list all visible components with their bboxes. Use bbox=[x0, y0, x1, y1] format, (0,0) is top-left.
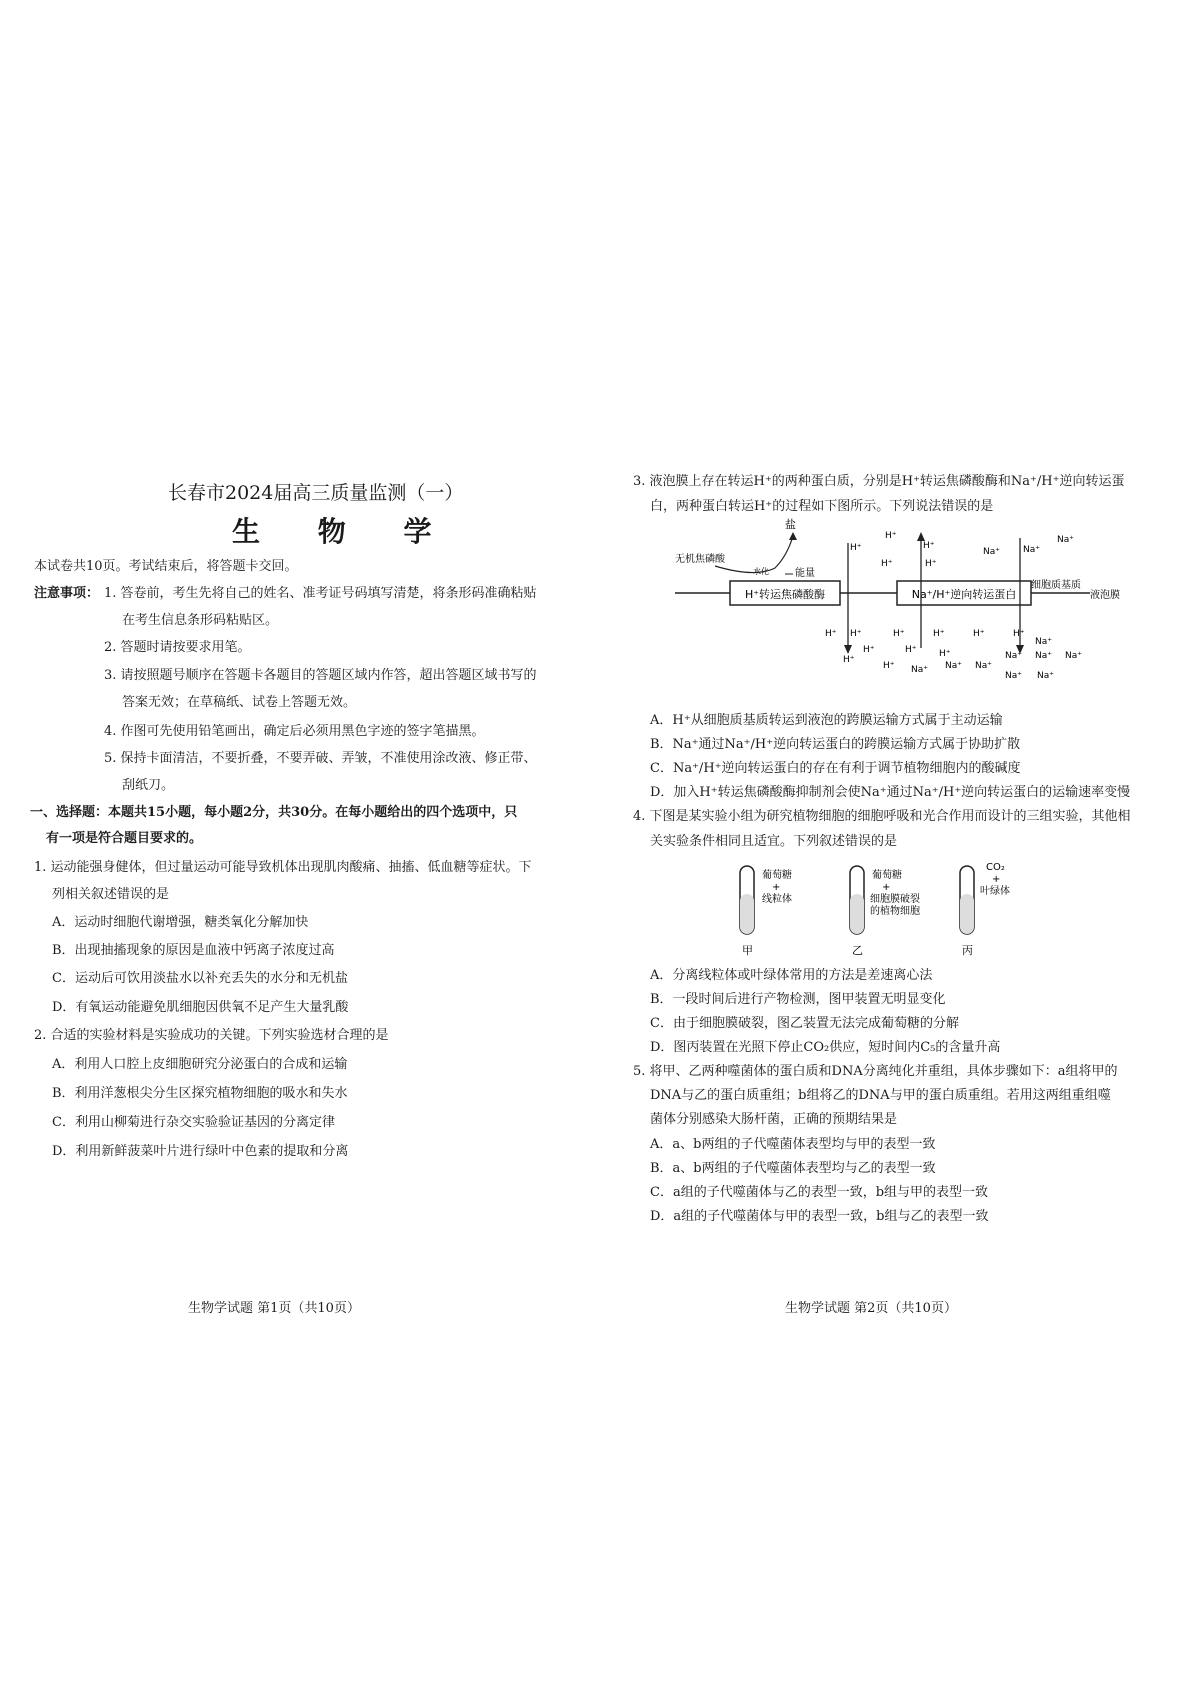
ion-h: H⁺ bbox=[825, 629, 837, 639]
q4-option-a: A．分离线粒体或叶绿体常用的方法是差速离心法 bbox=[650, 968, 933, 983]
tube-jia-label: 甲 bbox=[742, 944, 753, 957]
q5-option-a: A．a、b两组的子代噬菌体表型均与甲的表型一致 bbox=[650, 1137, 936, 1152]
matrix-label: 细胞质基质 bbox=[1031, 580, 1081, 591]
energy-label: 能量 bbox=[795, 568, 815, 579]
tube-bing-content: CO₂ bbox=[986, 862, 1005, 873]
pump-h-arrowhead bbox=[844, 645, 852, 654]
ion-na: Na⁺ bbox=[983, 547, 1000, 557]
membrane-label: 液泡膜 bbox=[1090, 590, 1120, 601]
ion-h: H⁺ bbox=[933, 629, 945, 639]
ion-na: Na⁺ bbox=[975, 661, 992, 671]
q1-stem-line-1: 1. 运动能强身健体，但过量运动可能导致机体出现肌肉酸痛、抽搐、低血糖等症状。下 bbox=[34, 860, 532, 875]
q1-option-a: A．运动时细胞代谢增强，糖类氧化分解加快 bbox=[52, 915, 309, 930]
tube-jia bbox=[740, 866, 792, 957]
tube-bing-label: 丙 bbox=[962, 944, 973, 957]
q5-option-d: D．a组的子代噬菌体与甲的表型一致，b组与乙的表型一致 bbox=[650, 1209, 989, 1224]
ppi-arrowhead bbox=[789, 532, 797, 540]
ion-h: H⁺ bbox=[850, 543, 862, 553]
tube-yi-content: 的植物细胞 bbox=[870, 906, 920, 917]
ion-h: H⁺ bbox=[973, 629, 985, 639]
q5-option-c: C．a组的子代噬菌体与乙的表型一致，b组与甲的表型一致 bbox=[650, 1185, 989, 1200]
ion-h: H⁺ bbox=[850, 629, 862, 639]
antiporter-h-arrowhead bbox=[917, 532, 925, 541]
q4-stem-line-1: 4. 下图是某实验小组为研究植物细胞的细胞呼吸和光合作用而设计的三组实验，其他相 bbox=[633, 809, 1131, 824]
proton-pump-label: H⁺转运焦磷酸酶 bbox=[744, 588, 826, 601]
hydrolysis-label: 水化 bbox=[753, 567, 769, 576]
ion-na: Na⁺ bbox=[1005, 651, 1022, 661]
tube-jia-content: 线粒体 bbox=[762, 894, 792, 905]
q3-stem-line-1: 3. 液泡膜上存在转运H⁺的两种蛋白质，分别是H⁺转运焦磷酸酶和Na⁺/H⁺逆向转运蛋 bbox=[633, 474, 1125, 489]
exam-page-2 bbox=[600, 0, 1200, 1698]
q5-stem-line-3: 菌体分别感染大肠杆菌，正确的预期结果是 bbox=[650, 1112, 898, 1127]
q3-stem-line-2: 白，两种蛋白转运H⁺的过程如下图所示。下列说法错误的是 bbox=[650, 499, 994, 514]
ion-h: H⁺ bbox=[939, 649, 951, 659]
ion-h: H⁺ bbox=[925, 559, 937, 569]
tube-jia-content: 葡萄糖 bbox=[762, 870, 792, 881]
notice-2: 2. 答题时请按要求用笔。 bbox=[104, 640, 251, 655]
q1-option-b: B．出现抽搐现象的原因是血液中钙离子浓度过高 bbox=[52, 943, 335, 958]
intro-text: 本试卷共10页。考试结束后，将答题卡交回。 bbox=[34, 559, 298, 574]
test-tubes-figure bbox=[730, 858, 1060, 958]
tube-yi bbox=[850, 866, 920, 957]
section-header-line-1: 一、选择题：本题共15小题，每小题2分，共30分。在每小题给出的四个选项中，只 bbox=[30, 805, 518, 820]
q2-option-a: A．利用人口腔上皮细胞研究分泌蛋白的合成和运输 bbox=[52, 1057, 348, 1072]
q3-option-d: D．加入H⁺转运焦磷酸酶抑制剂会使Na⁺通过Na⁺/H⁺逆向转运蛋白的运输速率变慢 bbox=[650, 785, 1131, 800]
ion-h: H⁺ bbox=[883, 661, 895, 671]
salt-label: 盐 bbox=[785, 518, 796, 531]
ion-na: Na⁺ bbox=[1057, 535, 1074, 545]
ion-h: H⁺ bbox=[881, 559, 893, 569]
tube-yi-content: 葡萄糖 bbox=[872, 870, 902, 881]
q2-option-b: B．利用洋葱根尖分生区探究植物细胞的吸水和失水 bbox=[52, 1086, 348, 1101]
page-footer: 生物学试题 第2页（共10页） bbox=[785, 1301, 957, 1316]
tube-bing-plus: + bbox=[992, 874, 1001, 885]
tube-yi-content: 细胞膜破裂 bbox=[870, 894, 920, 905]
q2-option-d: D．利用新鲜菠菜叶片进行绿叶中色素的提取和分离 bbox=[52, 1144, 349, 1159]
ion-h: H⁺ bbox=[1013, 629, 1025, 639]
ion-na: Na⁺ bbox=[945, 661, 962, 671]
ion-na: Na⁺ bbox=[1023, 545, 1040, 555]
notice-5-line-1: 5. 保持卡面清洁，不要折叠，不要弄破、弄皱，不准使用涂改液、修正带、 bbox=[104, 751, 537, 766]
q5-stem-line-1: 5. 将甲、乙两种噬菌体的蛋白质和DNA分离纯化并重组，具体步骤如下：a组将甲的 bbox=[633, 1064, 1118, 1079]
ion-na: Na⁺ bbox=[1005, 671, 1022, 681]
q4-option-c: C．由于细胞膜破裂，图乙装置无法完成葡萄糖的分解 bbox=[650, 1016, 959, 1031]
q5-option-b: B．a、b两组的子代噬菌体表型均与乙的表型一致 bbox=[650, 1161, 936, 1176]
tube-yi-liquid bbox=[850, 894, 864, 934]
q2-stem: 2. 合适的实验材料是实验成功的关键。下列实验选材合理的是 bbox=[34, 1028, 389, 1043]
q4-option-d: D．图丙装置在光照下停止CO₂供应，短时间内C₅的含量升高 bbox=[650, 1040, 1001, 1055]
q3-option-b: B．Na⁺通过Na⁺/H⁺逆向转运蛋白的跨膜运输方式属于协助扩散 bbox=[650, 737, 1021, 752]
ion-na: Na⁺ bbox=[1035, 637, 1052, 647]
tube-yi-label: 乙 bbox=[852, 944, 863, 957]
q1-option-c: C．运动后可饮用淡盐水以补充丢失的水分和无机盐 bbox=[52, 971, 348, 986]
q4-stem-line-2: 关实验条件相同且适宜。下列叙述错误的是 bbox=[650, 834, 898, 849]
q4-option-b: B．一段时间后进行产物检测，图甲装置无明显变化 bbox=[650, 992, 946, 1007]
ion-h: H⁺ bbox=[905, 645, 917, 655]
subject-title: 生 物 学 bbox=[232, 515, 456, 548]
notice-3-line-1: 3. 请按照题号顺序在答题卡各题目的答题区域内作答，超出答题区域书写的 bbox=[104, 668, 537, 683]
ion-h: H⁺ bbox=[893, 629, 905, 639]
ion-h: H⁺ bbox=[843, 655, 855, 665]
section-header-line-2: 有一项是符合题目要求的。 bbox=[46, 831, 203, 846]
notice-label: 注意事项： bbox=[34, 586, 100, 601]
q2-option-c: C．利用山柳菊进行杂交实验验证基因的分离定律 bbox=[52, 1115, 335, 1130]
tube-bing-liquid bbox=[960, 894, 974, 934]
membrane-transport-diagram bbox=[675, 518, 1195, 703]
q1-stem-line-2: 列相关叙述错误的是 bbox=[52, 887, 170, 902]
page-footer: 生物学试题 第1页（共10页） bbox=[188, 1301, 360, 1316]
q1-option-d: D．有氧运动能避免肌细胞因供氧不足产生大量乳酸 bbox=[52, 1000, 349, 1015]
tube-yi-plus: + bbox=[882, 882, 891, 893]
notice-4: 4. 作图可先使用铅笔画出，确定后必须用黑色字迹的签字笔描黑。 bbox=[104, 724, 485, 739]
ion-na: Na⁺ bbox=[911, 665, 928, 675]
ion-h: H⁺ bbox=[863, 645, 875, 655]
ion-na: Na⁺ bbox=[1037, 671, 1054, 681]
ion-h: H⁺ bbox=[885, 531, 897, 541]
q3-option-c: C．Na⁺/H⁺逆向转运蛋白的存在有利于调节植物细胞内的酸碱度 bbox=[650, 761, 1021, 776]
tube-bing bbox=[960, 862, 1010, 957]
tube-jia-plus: + bbox=[772, 882, 781, 893]
antiporter-label: Na⁺/H⁺逆向转运蛋白 bbox=[911, 588, 1017, 601]
ion-na: Na⁺ bbox=[1035, 651, 1052, 661]
ion-na: Na⁺ bbox=[1065, 651, 1082, 661]
notice-3-line-2: 答案无效；在草稿纸、试卷上答题无效。 bbox=[122, 695, 357, 710]
ion-h: H⁺ bbox=[923, 541, 935, 551]
tube-jia-liquid bbox=[740, 894, 754, 934]
q5-stem-line-2: DNA与乙的蛋白质重组；b组将乙的DNA与甲的蛋白质重组。若用这两组重组噬 bbox=[650, 1088, 1111, 1103]
q3-option-a: A．H⁺从细胞质基质转运到液泡的跨膜运输方式属于主动运输 bbox=[650, 713, 1003, 728]
ppi-label: 无机焦磷酸 bbox=[675, 554, 725, 565]
tube-bing-content: 叶绿体 bbox=[980, 886, 1010, 897]
notice-1-line-2: 在考生信息条形码粘贴区。 bbox=[122, 613, 279, 628]
notice-1-line-1: 1. 答卷前，考生先将自己的姓名、准考证号码填写清楚，将条形码准确粘贴 bbox=[104, 586, 537, 601]
exam-title: 长春市2024届高三质量监测（一） bbox=[168, 482, 464, 504]
notice-5-line-2: 刮纸刀。 bbox=[122, 778, 175, 793]
